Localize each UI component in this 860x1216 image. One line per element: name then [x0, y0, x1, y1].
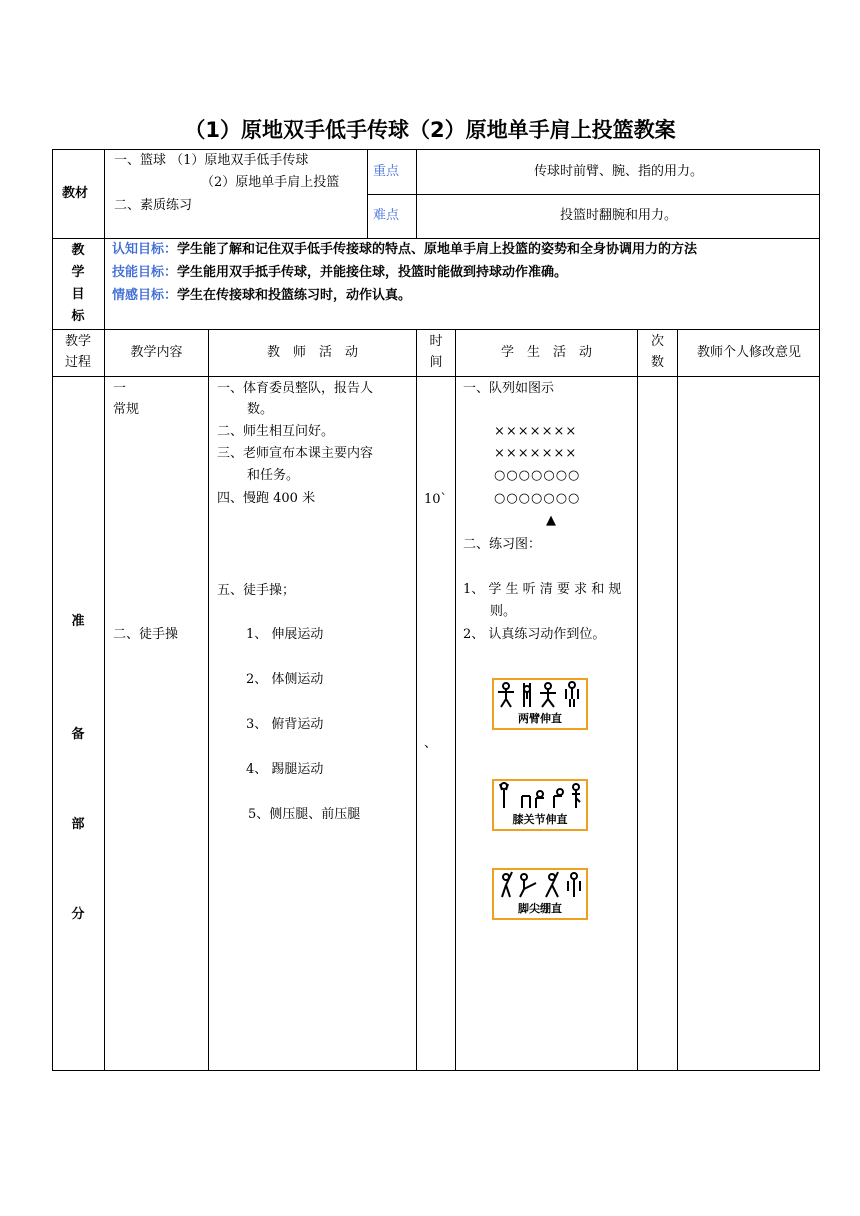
goal-cognitive: 认知目标：学生能了解和记住双手低手传接球的特点、原地单手肩上投篮的姿势和全身协调用力的方法 — [112, 242, 698, 257]
goal-skill: 技能目标：学生能用双手抵手传球，并能接住球，投篮时能做到持球动作准确。 — [112, 265, 568, 280]
content-calisthenics: 二、徒手操 — [113, 627, 179, 642]
section-label-3: 部 — [71, 817, 85, 832]
col-content: 教学内容 — [130, 345, 183, 360]
section-label-4: 分 — [71, 907, 85, 922]
col-count: 次 数 — [650, 334, 664, 370]
teacher-position-icon: ▲ — [546, 513, 556, 528]
teacher-line-6: 四、慢跑 400 米 — [217, 491, 316, 506]
student-line-8: 1、 学 生 听 清 要 求 和 规 — [463, 582, 622, 597]
page-title: （1）原地双手低手传球（2）原地单手肩上投篮教案 — [184, 118, 676, 142]
section-label-1: 准 — [71, 614, 85, 629]
formation-row-3: ○○○○○○○ — [494, 468, 581, 483]
formation-row-2: ××××××× — [494, 446, 578, 461]
student-line-9: 则。 — [490, 604, 517, 619]
teacher-line-2: 数。 — [247, 402, 274, 417]
stick-figures-toe-icon — [496, 871, 584, 899]
teacher-line-12: 5、侧压腿、前压腿 — [248, 807, 361, 822]
col-student-activity: 学 生 活 动 — [500, 345, 592, 360]
material-line-1: 一、篮球 （1）原地双手低手传球 — [114, 153, 309, 168]
teacher-line-3: 二、师生相互问好。 — [217, 424, 335, 439]
stick-figures-knee-icon — [496, 782, 584, 810]
exercise-figure-arms — [492, 678, 588, 730]
teacher-line-11: 4、 踢腿运动 — [246, 762, 324, 777]
key-point-text: 传球时前臂、腕、指的用力。 — [533, 164, 703, 179]
teacher-line-8: 1、 伸展运动 — [246, 627, 324, 642]
student-line-1: 一、队列如图示 — [463, 381, 555, 396]
time-mark: 、 — [424, 736, 438, 751]
material-line-2: （2）原地单手肩上投篮 — [201, 175, 340, 190]
section-label-2: 备 — [71, 727, 85, 742]
exercise-caption-arms: 两臂伸直 — [518, 712, 562, 725]
exercise-caption-toe: 脚尖绷直 — [518, 902, 562, 915]
student-line-10: 2、 认真练习动作到位。 — [463, 627, 606, 642]
content-routine: 常规 — [113, 402, 140, 417]
time-value: 10` — [424, 492, 448, 507]
exercise-caption-knee: 膝关节伸直 — [512, 813, 568, 826]
teacher-line-7: 五、徒手操； — [217, 583, 296, 598]
key-point-label: 重点 — [373, 164, 400, 179]
material-line-3: 二、素质练习 — [114, 198, 193, 213]
difficulty-text: 投篮时翻腕和用力。 — [559, 208, 677, 223]
teacher-line-9: 2、 体侧运动 — [246, 672, 324, 687]
exercise-figure-toe — [492, 868, 588, 920]
content-routine-num: 一 — [113, 381, 127, 396]
material-label: 教材 — [62, 186, 89, 201]
goal-affective: 情感目标：学生在传接球和投篮练习时，动作认真。 — [112, 288, 412, 303]
difficulty-label: 难点 — [373, 208, 400, 223]
goals-label: 教 学 目 标 — [71, 243, 85, 324]
teacher-line-4: 三、老师宣布本课主要内容 — [217, 446, 374, 461]
exercise-figure-knee — [492, 779, 588, 831]
teacher-line-10: 3、 俯背运动 — [246, 717, 324, 732]
student-line-7: 二、练习图： — [463, 537, 542, 552]
formation-row-1: ××××××× — [494, 424, 578, 439]
col-notes: 教师个人修改意见 — [696, 345, 801, 360]
stick-figures-arms-icon — [496, 681, 584, 709]
col-process: 教学 过程 — [64, 334, 91, 370]
formation-row-4: ○○○○○○○ — [494, 491, 581, 506]
col-time: 时 间 — [429, 334, 443, 370]
teacher-line-5: 和任务。 — [247, 468, 300, 483]
col-teacher-activity: 教 师 活 动 — [266, 345, 358, 360]
teacher-line-1: 一、体育委员整队，报告人 — [217, 381, 374, 396]
